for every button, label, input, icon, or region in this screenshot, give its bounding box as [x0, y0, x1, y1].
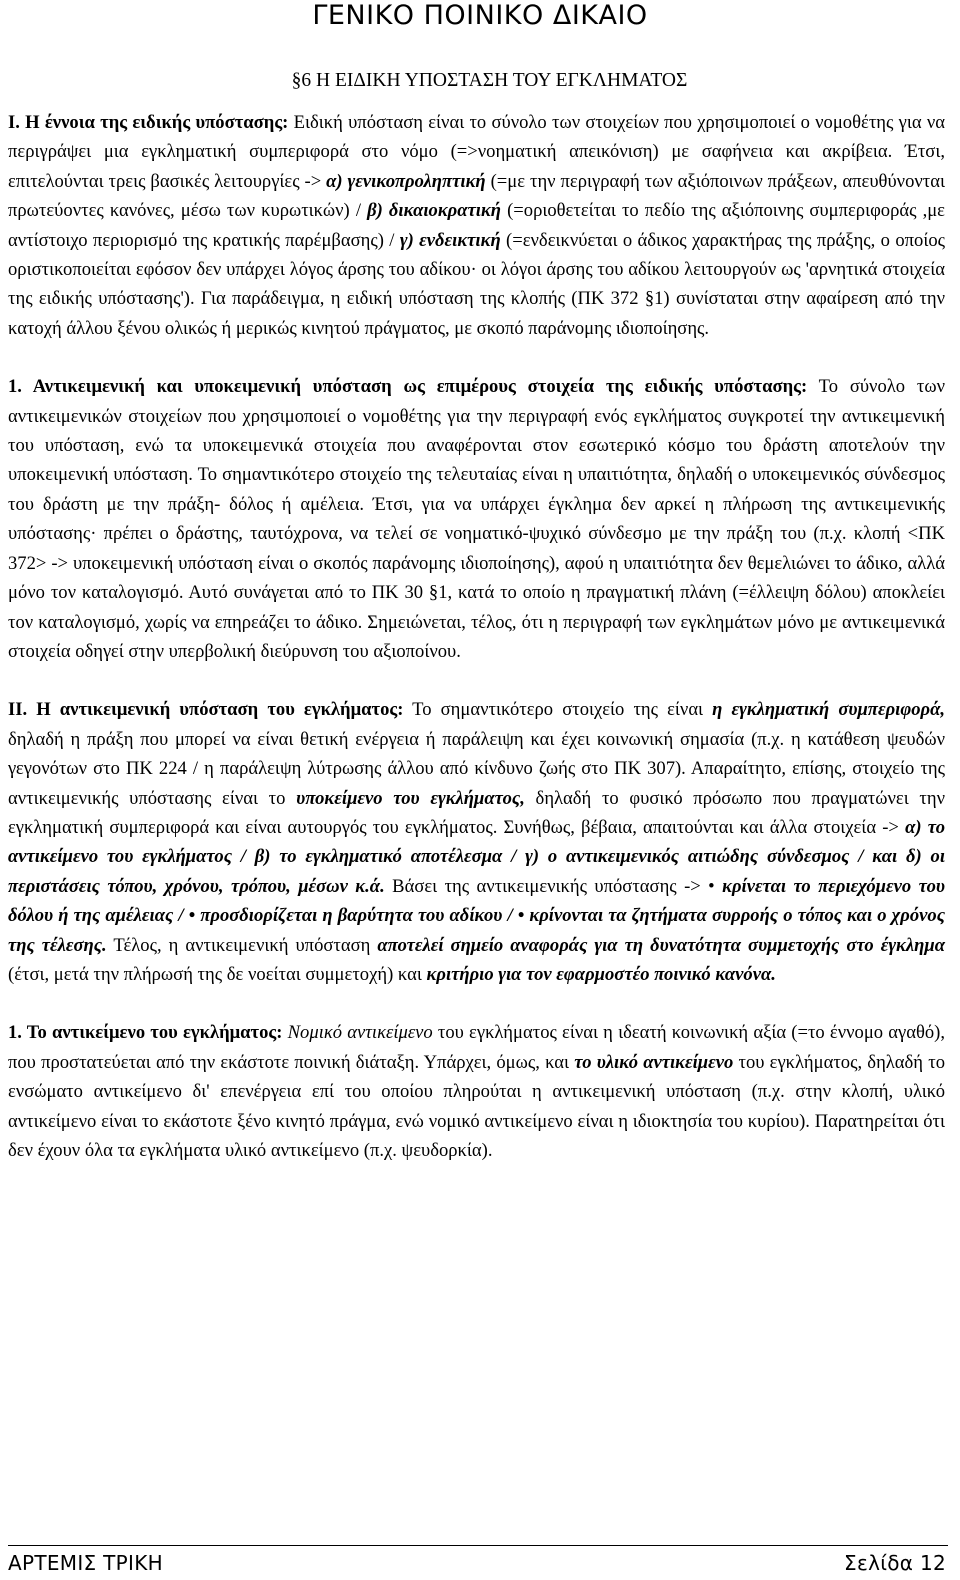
- emphasis-run: η εγκληματική συμπεριφορά,: [712, 699, 945, 721]
- footer-page-number: Σελίδα 12: [844, 1551, 946, 1575]
- paragraph-heading: 1. Το αντικείμενο του εγκλήματος:: [8, 1022, 283, 1044]
- emphasis-run: Νομικό αντικείμενο: [287, 1022, 433, 1044]
- paragraph-specific-offence-concept: [8, 108, 945, 343]
- text-run: (έτσι, μετά την πλήρωσή της δε νοείται συμμετοχή) και: [8, 963, 427, 985]
- emphasis-run: κρίνεται το περιεχόμενο του δόλου ή της αμέλειας / • προσδιορίζεται η βαρύτητα του αδίκου / • κρίνονται τα ζητήματα συρροής ο τόπος και ο χρόνος της τέλεσης.: [8, 875, 945, 956]
- text-run: Τέλος, η αντικειμενική υπόσταση: [106, 934, 378, 956]
- text-run: του εγκλήματος, δηλαδή το ενσώματο αντικείμενο δι' επενέργεια επί του οποίου πληρούται η αντικειμενική υπόσταση (π.χ. στην κλοπή, υλικό αντικείμενο είναι το εκάστοτε ξένο κινητό πράγμα, ενώ νομικό αντικείμενο είναι η ιδιοκτησία του κυρίου). Παρατηρείται ότι δεν έχουν όλα τα εγκλήματα υλικό αντικείμενο (π.χ. ψευδορκία).: [8, 1051, 945, 1161]
- text-run: Το σημαντικότερο στοιχείο της είναι: [403, 699, 713, 721]
- page-header-title: ΓΕΝΙΚΟ ΠΟΙΝΙΚΟ ΔΙΚΑΙΟ: [312, 0, 648, 31]
- emphasis-run: α) το αντικείμενο του εγκλήματος / β) το εγκληματικό αποτέλεσμα / γ) ο αντικειμενικός αιτιώδης σύνδεσμος / και δ) οι περιστάσεις τόπου, χρόνου, τρόπου, μέσων κ.ά.: [8, 816, 945, 897]
- text-run: (=με την περιγραφή των αξιόποινων πράξεων, απευθύνονται πρωτεύοντες κανόνες, μέσω των κυρωτικών) /: [8, 170, 945, 222]
- text-run: του εγκλήματος είναι η ιδεατή κοινωνική αξία (=το έννομο αγαθό), που προστατεύεται από την εκάστοτε ποινική διάταξη. Υπάρχει, όμως, και: [8, 1022, 946, 1073]
- text-run: δηλαδή η πράξη που μπορεί να είναι θετική ενέργεια ή παράλειψη και έχει κοινωνική σημασία (π.χ. η κατάθεση ψευδών γεγονότων στο ΠΚ 224 / η παράλειψη λύτρωσης άλλου από κίνδυνο ζωής στο ΠΚ 307). Απαραίτητο, επίσης, στοιχείο της αντικειμενικής υπόστασης είναι το: [8, 728, 945, 809]
- paragraph-heading: I. Η έννοια της ειδικής υπόστασης:: [8, 112, 289, 133]
- emphasis-run: β) δικαιοκρατική: [367, 200, 502, 222]
- text-run: (=ενδεικνύεται ο άδικος χαρακτήρας της πράξης, ο οποίος οριστικοποιείται εφόσον δεν υπάρχει λόγος άρσης του αδίκου· οι λόγοι άρσης του αδίκου λειτουργούν ως 'αρνητικά στοιχεία της ειδικής υπόστασης'). Για παράδειγμα, η ειδική υπόσταση της κλοπής (ΠΚ 372 §1) συνίσταται στην αφαίρεση από την κατοχή άλλου ξένου ολικώς ή μερικώς κινητού πράγματος, με σκοπό παράνομης ιδιοποίησης.: [8, 229, 945, 339]
- emphasis-run: το υλικό αντικείμενο: [574, 1051, 734, 1073]
- paragraph-heading: II. Η αντικειμενική υπόσταση του εγκλήματος:: [8, 699, 404, 721]
- emphasis-run: γ) ενδεικτική: [399, 229, 501, 251]
- paragraph-heading: 1. Αντικειμενική και υποκειμενική υπόσταση ως επιμέρους στοιχεία της ειδικής υπόστασης:: [8, 376, 808, 398]
- emphasis-run: υποκείμενο του εγκλήματος,: [296, 787, 525, 809]
- text-run: (=οριοθετείται το πεδίο της αξιόποινης συμπεριφοράς ,με αντίστοιχο περιορισμό της κρατικής παρέμβασης) /: [8, 200, 945, 251]
- footer-author: ΑΡΤΕΜΙΣ ΤΡΙΚΗ: [8, 1551, 163, 1575]
- paragraph-objective-subjective: [8, 372, 945, 666]
- text-run: δηλαδή το φυσικό πρόσωπο που πραγματώνει την εγκληματική συμπεριφορά και είναι αυτουργός του εγκλήματος. Συνήθως, βέβαια, απαιτούνται και άλλα στοιχεία ->: [8, 787, 946, 838]
- paragraph-object-of-offence: [8, 1018, 945, 1165]
- text-run: Το σύνολο των αντικειμενικών στοιχείων που χρησιμοποιεί ο νομοθέτης για την περιγραφή ενός εγκλήματος συγκροτεί την αντικειμενική του υπόσταση, ενώ τα υποκειμενικά στοιχεία που αναφέρονται στον εσωτερικό κόσμο του δράστη αποτελούν την υποκειμενική υπόσταση. Το σημαντικότερο στοιχείο της τελευταίας είναι η υπαιτιότητα, δηλαδή ο υποκειμενικός σύνδεσμος του δράστη με την πράξη- δόλος ή αμέλεια. Έτσι, για να υπάρχει έγκλημα δεν αρκεί η πλήρωση της αντικειμενικής υπόστασης· πρέπει ο δράστης, ταυτόχρονα, να τελεί σε νοηματικό-ψυχικό σύνδεσμο με την πράξη του (π.χ. κλοπή <ΠΚ 372> -> υποκειμενική υπόσταση είναι ο σκοπός παράνομης ιδιοποίησης), αφού η υπαιτιότητα δεν θεμελιώνει το άδικο, αλλά μόνο τον καταλογισμό. Αυτό συνάγεται από το ΠΚ 30 §1, κατά το οποίο η πραγματική πλάνη (=έλλειψη δόλου) αποκλείει τον καταλογισμό, χωρίς να επηρεάζει το άδικο. Σημειώνεται, τέλος, ότι η περιγραφή των εγκλημάτων μόνο με αντικειμενικά στοιχεία οδηγεί στην υπερβολική διεύρυνση του αξιοποίνου.: [8, 376, 945, 662]
- document-body: [8, 66, 945, 1165]
- paragraph-objective-element: [8, 695, 945, 989]
- emphasis-run: κριτήριο για τον εφαρμοστέο ποινικό κανόνα.: [426, 963, 776, 985]
- text-run: Βάσει της αντικειμενικής υπόστασης -> •: [384, 875, 723, 897]
- section-heading: §6 Η ΕΙΔΙΚΗ ΥΠΟΣΤΑΣΗ ΤΟΥ ΕΓΚΛΗΜΑΤΟΣ: [291, 70, 688, 91]
- emphasis-run: α) γενικοπροληπτική: [326, 170, 486, 192]
- emphasis-run: αποτελεί σημείο αναφοράς για τη δυνατότητα συμμετοχής στο έγκλημα: [377, 934, 945, 956]
- text-run: Ειδική υπόσταση είναι το σύνολο των στοιχείων που χρησιμοποιεί ο νομοθέτης για να περιγράψει μια εγκληματική συμπεριφορά στο νόμο (=>νοηματική απεικόνιση) με σαφήνεια και ακρίβεια. Έτσι, επιτελούνται τρεις βασικές λειτουργίες ->: [8, 112, 945, 192]
